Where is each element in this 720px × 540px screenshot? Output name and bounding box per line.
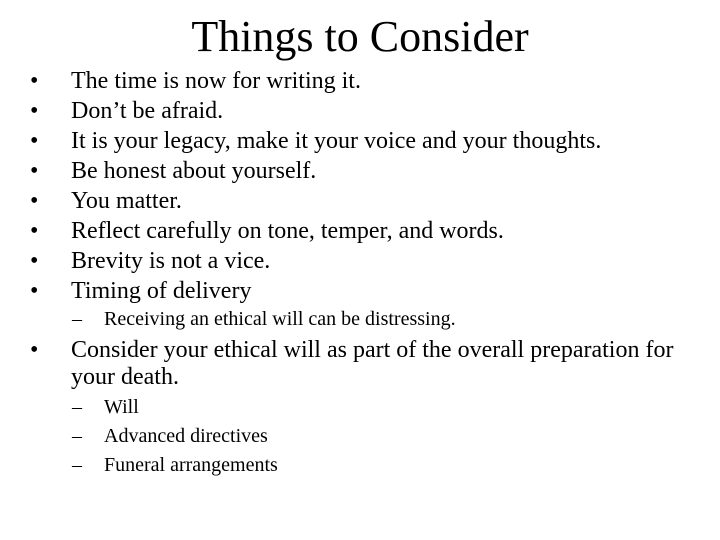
slide-title: Things to Consider xyxy=(191,12,529,61)
bullet-item xyxy=(30,188,700,215)
dash-icon: – xyxy=(72,425,82,447)
bullet-text: Timing of delivery xyxy=(71,278,252,304)
dash-icon: – xyxy=(72,396,82,418)
bullet-icon: • xyxy=(30,337,39,363)
bullet-text: The time is now for writing it. xyxy=(71,68,361,94)
timing-sub-list xyxy=(30,305,700,334)
bullet-icon: • xyxy=(30,248,39,274)
bullet-text: Don’t be afraid. xyxy=(71,98,224,124)
sub-bullet-item xyxy=(30,305,700,334)
bullet-item xyxy=(30,128,700,155)
bullet-icon: • xyxy=(30,128,39,154)
bullet-item xyxy=(30,337,700,480)
bullet-item xyxy=(30,158,700,185)
bullet-item xyxy=(30,98,700,125)
bullet-text: Be honest about yourself. xyxy=(71,158,317,184)
bullet-icon: • xyxy=(30,68,39,94)
bullet-list xyxy=(30,68,700,483)
bullet-icon: • xyxy=(30,158,39,184)
bullet-text: It is your legacy, make it your voice and your thoughts. xyxy=(71,128,602,154)
bullet-icon: • xyxy=(30,98,39,124)
sub-bullet-text: Will xyxy=(104,396,139,418)
bullet-icon: • xyxy=(30,278,39,304)
sub-bullet-text: Receiving an ethical will can be distressing. xyxy=(104,308,456,330)
bullet-item xyxy=(30,278,700,334)
dash-icon: – xyxy=(72,308,82,330)
sub-bullet-text: Funeral arrangements xyxy=(104,454,278,476)
bullet-item xyxy=(30,248,700,275)
bullet-text: You matter. xyxy=(71,188,182,214)
sub-bullet-item xyxy=(30,393,700,422)
bullet-item xyxy=(30,68,700,95)
bullet-text: Reflect carefully on tone, temper, and words. xyxy=(71,218,504,244)
bullet-item xyxy=(30,218,700,245)
sub-bullet-text: Advanced directives xyxy=(104,425,268,447)
bullet-text: Brevity is not a vice. xyxy=(71,248,271,274)
dash-icon: – xyxy=(72,454,82,476)
bullet-icon: • xyxy=(30,188,39,214)
bullet-text: Consider your ethical will as part of the overall preparation for your death. xyxy=(71,337,674,390)
sub-bullet-item xyxy=(30,451,700,480)
final-sub-list xyxy=(30,393,700,480)
sub-bullet-item xyxy=(30,422,700,451)
bullet-icon: • xyxy=(30,218,39,244)
